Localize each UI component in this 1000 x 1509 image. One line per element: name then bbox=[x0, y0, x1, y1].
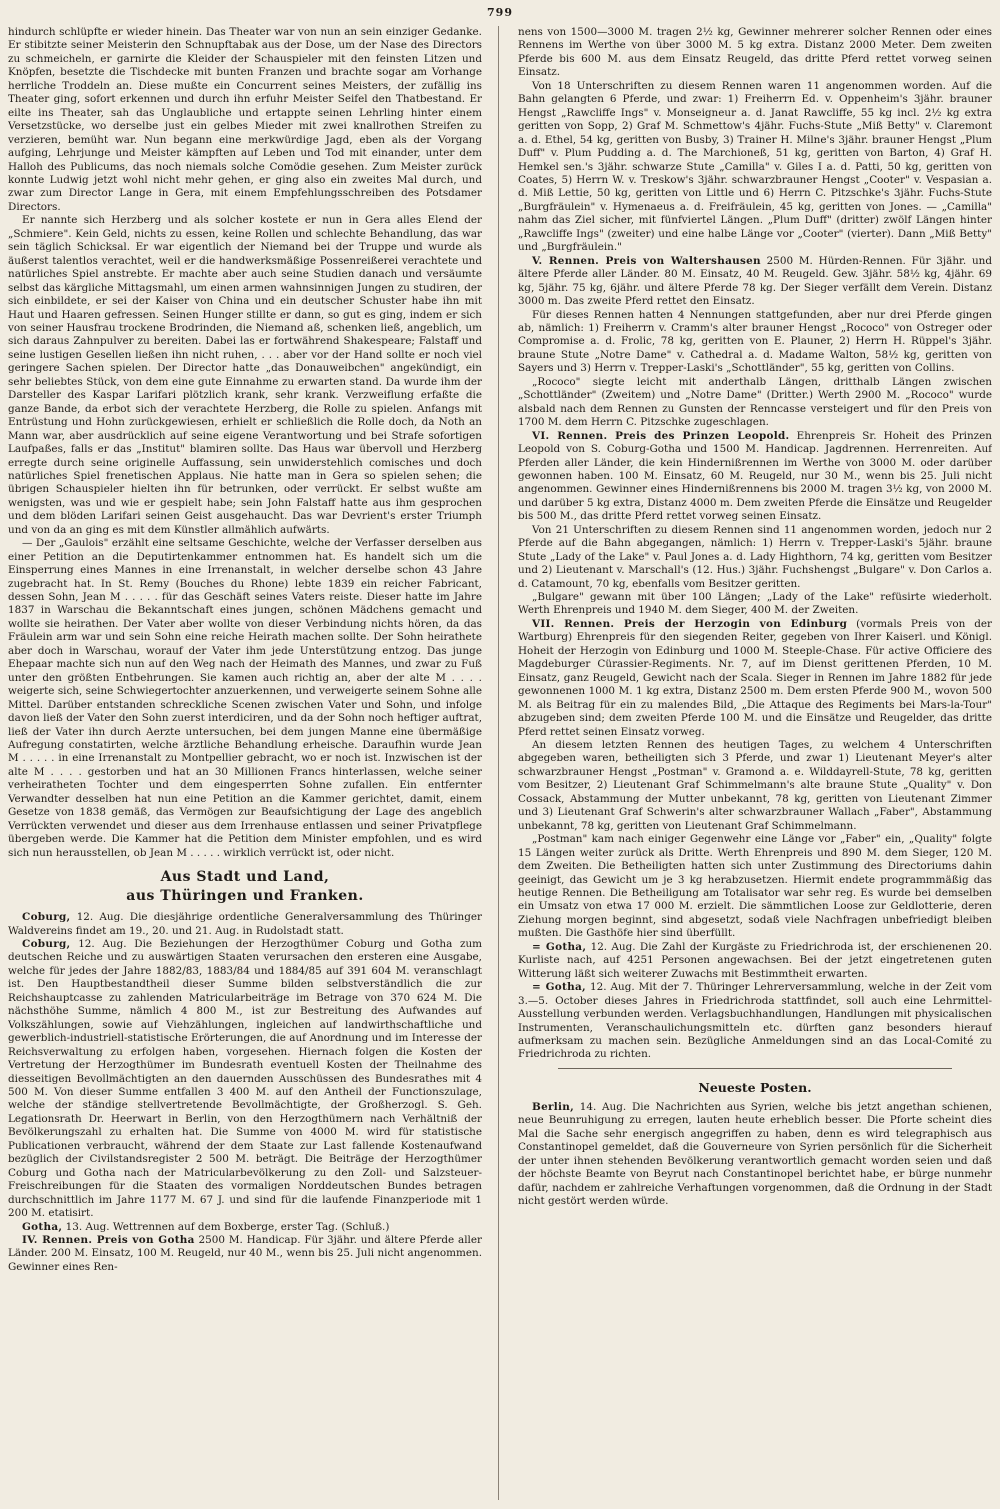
article-paragraph: hindurch schlüpfte er wieder hinein. Das Theater war von nun an sein einziger Gedanke. Er stibitzte seiner Meisterin den Schnupftabak aus der Dose, um der Nase des Directors zu schmeicheln, er garnirte die Kleider der Schauspieler mit den feinsten Litzen und Knöpfen, besetzte die Tischdecke mit bunten Franzen und brachte sogar am Vorhange herrliche Troddeln an. Diese mußte ein Concurrent seines Meisters, der zufällig ins Theater ging, sofort erkennen und durch ihn erfuhr Meister Seifel den Thatbestand. Er eilte ins Theater, sah das Unglaubliche und ertappte seinen Lehrling hinter einem Versetzstücke, wo derselbe just ein gelbes Mieder mit zwei knallrothen Streifen zu verzieren, bemüht war. Nun begann eine merkwürdige Jagd, eben als der Vorgang aufging, Lehrjunge und Meister kämpften auf Leben und Tod mit einander, unter dem Halloh des Publicums, das noch niemals solche Comödie gesehen. Zum Meister zurück konnte Ludwig jetzt wohl nicht mehr gehen, er ging also ein zweites Mal durch, und zwar zum Director Lange in Gera, mit einem Empfehlungsschreiben des Potsdamer Directors. bbox=[8, 26, 482, 213]
race-entry: VI. Rennen. Preis des Prinzen Leopold. Ehrenpreis Sr. Hoheit des Prinzen Leopold von S. Coburg-Gotha und 1500 M. Handicap. Jagdrennen. Herrenreiten. Auf Pferden aller Länder, die kein Hindernißrennen im Werthe von 3000 M. oder darüber gewonnen haben. 100 M. Einsatz, 60 M. Reugeld, nur 30 M., wenn bis 25. Juli nicht angenommen. Gewinner eines Hindernißrennens bis 2000 M. tragen 3½ kg, von 2000 M. und darüber 5 kg extra, Distanz 4000 m. Dem zweiten Pferde die Einsätze und Reugelder bis 500 M., das dritte Pferd rettet vorweg seinen Einsatz. bbox=[518, 429, 992, 523]
article-paragraph: „Rococo" siegte leicht mit anderthalb Längen, dritthalb Längen zwischen „Schottländer" (Zweitem) und „Notre Dame" (Dritter.) Werth 2900 M. „Rococo" wurde alsbald nach dem Rennen zu Gunsten der Renncasse versteigert und für den Preis von 1700 M. dem Herrn C. Pitzschke zugeschlagen. bbox=[518, 375, 992, 429]
article-paragraph: Von 18 Unterschriften zu diesem Rennen waren 11 angenommen worden. Auf die Bahn gelangten 6 Pferde, und zwar: 1) Freiherrn Ed. v. Oppenheim's 3jähr. brauner Hengst „Rawcliffe Ings" v. Monseigneur a. d. Janat Rawcliffe, 55 kg incl. 2½ kg extra geritten von Sopp, 2) Graf M. Schmettow's 4jähr. Fuchs-Stute „Miß Betty" v. Claremont a. d. Ethel, 54 kg, geritten von Busby, 3) Trainer H. Milne's 3jähr. brauner Hengst „Plum Duff" v. Plum Pudding a. d. The Marchioneß, 51 kg, geritten von Barton, 4) Graf H. Hemkel sen.'s 3jähr. schwarze Stute „Camilla" v. Giles I a. d. Patti, 50 kg, geritten von Coates, 5) Herrn W. v. Treskow's 3jähr. schwarzbrauner Hengst „Cooter" v. Vespasian a. d. Miß Lettie, 50 kg, geritten von Little und 6) Herrn C. Pitzschke's 3jähr. Fuchs-Stute „Burgfräulein" v. Hymenaeus a. d. Freifräulein, 45 kg, geritten von Jones. — „Camilla" nahm das Ziel sicher, mit fünfviertel Längen. „Plum Duff" (dritter) zwölf Längen hinter „Rawcliffe Ings" (zweiter) und eine halbe Länge vor „Cooter" (vierter). Dann „Miß Betty" und „Burgfräulein." bbox=[518, 79, 992, 254]
page-number: 799 bbox=[487, 6, 513, 19]
article-paragraph: „Bulgare" gewann mit über 100 Längen; „Lady of the Lake" refüsirte wiederholt. Werth Ehrenpreis und 1940 M. dem Sieger, 400 M. der Zweiten. bbox=[518, 591, 992, 617]
article-paragraph: An diesem letzten Rennen des heutigen Tages, zu welchem 4 Unterschriften abgegeben waren, betheiligten sich 3 Pferde, und zwar 1) Lieutenant Meyer's alter schwarzbrauner Hengst „Postman" v. Gramond a. e. Wilddayrell-Stute, 78 kg, geritten vom Besitzer, 2) Lieutenant Graf Schimmelmann's alte braune Stute „Quality" v. Don Cossack, Abstammung der Mutter unbekannt, 78 kg, geritten von Lieutenant Zimmer und 3) Lieutenant Graf Schwerin's alter schwarzbrauner Wallach „Faber", Abstammung unbekannt, 78 kg, geritten von Lieutenant Graf Schimmelmann. bbox=[518, 739, 992, 832]
section-divider bbox=[558, 1068, 952, 1069]
left-column bbox=[8, 26, 482, 1500]
news-item: = Gotha, 12. Aug. Mit der 7. Thüringer Lehrerversammlung, welche in der Zeit vom 3.—5. October dieses Jahres in Friedrichroda stattfindet, soll auch eine Lehrmittel-Ausstellung verbunden werden. Verlagsbuchhandlungen, Handlungen mit physicalischen Instrumenten, Veranschaulichungsmitteln etc. dürften ganz besonders hierauf aufmerksam zu machen sein. Bezügliche Anmeldungen sind an das Local-Comité zu Friedrichroda zu richten. bbox=[518, 981, 992, 1061]
article-paragraph: Er nannte sich Herzberg und als solcher kostete er nun in Gera alles Elend der „Schmiere". Kein Geld, nichts zu essen, keine Rollen und schlechte Behandlung, das war sein täglich Schicksal. Er war eigentlich der Niemand bei der Truppe und wurde als äußerst talentlos verachtet, weil er die handwerksmäßige Possenreißerei verachtete und natürliches Spiel anstrebte. Er machte aber auch seine Studien danach und versäumte selbst das kärgliche Mittagsmahl, um einen armen wahnsinnigen Jungen zu studiren, der sich einbildete, er sei der Kaiser von China und ein deutscher Schuster habe ihn mit Haut und Haaren gefressen. Seinen Hunger stillte er dann, so gut es ging, indem er sich von seiner Hausfrau trockene Brodrinden, die Niemand aß, schenken ließ, angeblich, um sich daraus Zahnpulver zu bereiten. Dabei las er fortwährend Shakespeare; Falstaff und seine lustigen Gesellen ließen ihn nicht ruhen, . . . aber vor der Hand sollte er noch viel geringere Sachen spielen. Der Director hatte „das Donauweibchen" angekündigt, ein sehr beliebtes Stück, von dem eine gute Einnahme zu erwarten stand. Da wurde ihm der Darsteller des Kaspar Larifari plötzlich krank, sehr krank. Verzweiflung erfaßte die ganze Bande, da erbot sich der verachtete Herzberg, die Rolle zu spielen. Anfangs mit Entrüstung und Hohn zurückgewiesen, erhielt er schließlich die Rolle doch, da Noth an Mann war, aber ausdrücklich auf seine eigene Verantwortung und bei Strafe sofortigen Laufpaßes, falls er das „Institut" blamiren sollte. Das Haus war übervoll und Herzberg erregte durch seine originelle Auffassung, sein unwiderstehlich comisches und doch natürliches Spiel frenetischen Applaus. Nie hatte man in Gera so spielen sehen; die übrigen Schauspieler hielten ihn für betrunken, oder verrückt. Er selbst wußte am wenigsten, was und wie er gespielt habe; sein John Falstaff hatte aus ihm gesprochen und dem blöden Larifari seinen Geist ausgehaucht. Das war Devrient's erster Triumph und von da an ging es mit dem Künstler allmählich aufwärts. bbox=[8, 214, 482, 536]
section-heading: Neueste Posten. bbox=[698, 1079, 812, 1095]
article-paragraph: nens von 1500—3000 M. tragen 2½ kg, Gewinner mehrerer solcher Rennen oder eines Rennens im Werthe von über 3000 M. 5 kg extra. Distanz 2000 Meter. Dem zweiten Pferde bis 600 M. aus dem Einsatz Reugeld, das dritte Pferd rettet vorweg seinen Einsatz. bbox=[518, 26, 992, 79]
race-entry: IV. Rennen. Preis von Gotha 2500 M. Handicap. Für 3jähr. und ältere Pferde aller Länder. 200 M. Einsatz, 100 M. Reugeld, nur 40 M., wenn bis 25. Juli nicht angenommen. Gewinner eines Ren- bbox=[8, 1233, 482, 1273]
race-entry: V. Rennen. Preis von Waltershausen 2500 M. Hürden-Rennen. Für 3jähr. und ältere Pferde aller Länder. 80 M. Einsatz, 40 M. Reugeld. Gew. 3jähr. 58½ kg, 4jähr. 69 kg, 5jähr. 75 kg, 6jähr. und ältere Pferde 78 kg. Der Sieger verfällt dem Verein. Distanz 3000 m. Das zweite Pferd rettet den Einsatz. bbox=[518, 254, 992, 308]
article-paragraph: Von 21 Unterschriften zu diesem Rennen sind 11 angenommen worden, jedoch nur 2 Pferde auf die Bahn abgegangen, nämlich: 1) Herrn v. Trepper-Laski's 5jähr. braune Stute „Lady of the Lake" v. Paul Jones a. d. Lady Highthorn, 74 kg, geritten vom Besitzer und 2) Lieutenant v. Marschall's (12. Hus.) 3jähr. Fuchshengst „Bulgare" v. Don Carlos a. d. Catamount, 70 kg, ebenfalls vom Besitzer geritten. bbox=[518, 523, 992, 590]
news-item: = Gotha, 12. Aug. Die Zahl der Kurgäste zu Friedrichroda ist, der erschienenen 20. Kurliste nach, auf 4251 Personen angewachsen. Bei der jetzt eingetretenen guten Witterung läßt sich weiterer Zuwachs mit Bestimmtheit erwarten. bbox=[518, 940, 992, 980]
news-item: Gotha, 13. Aug. Wettrennen auf dem Boxberge, erster Tag. (Schluß.) bbox=[22, 1220, 390, 1233]
article-paragraph: „Postman" kam nach einiger Gegenwehr eine Länge vor „Faber" ein, „Quality" folgte 15 Längen weiter zurück als Dritte. Werth Ehrenpreis und 890 M. dem Sieger, 120 M. dem Zweiten. Die Betheiligten hatten sich unter Zustimmung des Directoriums dahin geeinigt, das Gewicht um je 3 kg herabzusetzen. Hiermit endete programmmäßig das heutige Rennen. Die Betheiligung am Totalisator war sehr reg. Es wurde bei demselben ein Umsatz von etwa 17 000 M. erzielt. Die sämmtlichen Loose zur Geldlotterie, deren Ziehung morgen beginnt, sind abgesetzt, sodaß viele Nachfragen unbefriedigt bleiben mußten. Die Gasthöfe hier sind überfüllt. bbox=[518, 833, 992, 940]
section-heading: Aus Stadt und Land, bbox=[160, 869, 330, 886]
dateline: = Gotha, bbox=[532, 981, 586, 994]
dateline: Gotha, bbox=[22, 1220, 63, 1233]
dateline: Berlin, bbox=[532, 1100, 575, 1113]
news-item: Berlin, 14. Aug. Die Nachrichten aus Syrien, welche bis jetzt angethan schienen, neue Beunruhigung zu erregen, lauten heute erheblich besser. Die Pforte scheint dies Mal die Sache sehr energisch angegriffen zu haben, denn es wird telegraphisch aus Constantinopel gemeldet, daß die Gouverneure von Syrien persönlich für die Sicherheit der unter ihnen stehenden Bevölkerung verantwortlich gemacht worden seien und daß der höchste Beamte von Beyrut nach Constantinopel berichtet habe, er bürge nunmehr dafür, nachdem er zahlreiche Verhaftungen vorgenommen, daß die Ordnung in der Stadt nicht gestört werden würde. bbox=[518, 1100, 992, 1208]
column-divider bbox=[498, 26, 499, 1500]
race-entry: VII. Rennen. Preis der Herzogin von Edinburg (vormals Preis von der Wartburg) Ehrenpreis für den siegenden Reiter, gegeben von Ihrer Kaiserl. und Königl. Hoheit der Herzogin von Edinburg und 1000 M. Steeple-Chase. Für active Officiere des Magdeburger Cürassier-Regiments. Nr. 7, auf im Dienst gerittenen Pferden, 10 M. Einsatz, ganz Reugeld, Gewicht nach der Scala. Sieger in Rennen im Jahre 1882 für jede gewonnenen 1000 M. 1 kg extra, Distanz 2500 m. Dem ersten Pferde 900 M., wovon 500 M. als Beitrag für ein zu malendes Bild, „Die Attaque des Regiments bei Mars-la-Tour" abzugeben sind; dem zweiten Pferde 100 M. und die Einsätze und Reugelder, das dritte Pferd rettet seinen Einsatz vorweg. bbox=[518, 617, 992, 738]
right-column bbox=[518, 26, 992, 1500]
race-title: VII. Rennen. Preis der Herzogin von Edinburg bbox=[532, 617, 848, 630]
news-item: Coburg, 12. Aug. Die Beziehungen der Herzogthümer Coburg und Gotha zum deutschen Reiche und zu auswärtigen Staaten verursachen den ersteren eine Ausgabe, welche für jedes der Jahre 1882/83, 1883/84 und 1884/85 auf 391 604 M. veranschlagt ist. Den Hauptbestandtheil dieser Summe bilden selbstverständlich die zur Reichshauptcasse zu zahlenden Matricularbeiträge im Betrage von 370 624 M. Die nächsthöhe Summe, nämlich 4 800 M., ist zur Bestreitung des Aufwandes auf Volkszählungen, sowie auf Viehzählungen, ingleichen auf landwirthschaftliche und gewerblich-industriell-statistische Erörterungen, die auf Anordnung und im Interesse der Reichsverwaltung zu erfolgen haben, vorgesehen. Hiernach folgen die Kosten der Vertretung der Herzogthümer im Bundesrath eventuell Kosten der Theilnahme des diesseitigen Bevollmächtigten an den dauernden Ausschüssen des Bundesrathes mit 4 500 M. Von dieser Summe entfallen 3 400 M. auf den Antheil der Functionszulage, welche der ständige stellvertretende Bevollmächtigte, der Großherzogl. S. Geh. Legationsrath Dr. Heerwart in Berlin, von den Herzogthümern nach Verhältniß der Bevölkerungszahl zu erhalten hat. Die Summe von 4000 M. wird für statistische Publicationen verbraucht, während der dem Staate zur Last fallende Kostenaufwand bezüglich der Civilstandsregister 2 500 M. beträgt. Die Beiträge der Herzogthümer Coburg und Gotha nach der Matricularbevölkerung zu den Zoll- und Salzsteuer-Freischreibungen für die Staaten des vormaligen Norddeutschen Bundes betragen durchschnittlich im Jahre 1177 M. 67 J. und sind für die laufende Finanzperiode mit 1 200 M. etatisirt. bbox=[8, 938, 482, 1220]
article-paragraph: Für dieses Rennen hatten 4 Nennungen stattgefunden, aber nur drei Pferde gingen ab, nämlich: 1) Freiherrn v. Cramm's alter brauner Hengst „Rococo" von Ostreger oder Compromise a. d. Frolic, 78 kg, geritten von E. Plauner, 2) Herrn H. Rüppel's 3jähr. braune Stute „Notre Dame" v. Cathedral a. d. Madame Walton, 58½ kg, geritten von Sayers und 3) Herrn v. Trepper-Laski's „Schottländer", 55 kg, geritten von Collins. bbox=[518, 308, 992, 375]
race-title: V. Rennen. Preis von Waltershausen bbox=[532, 254, 761, 267]
race-title: IV. Rennen. Preis von Gotha bbox=[22, 1233, 195, 1246]
section-subheading: aus Thüringen und Franken. bbox=[126, 888, 364, 905]
article-paragraph: — Der „Gaulois" erzählt eine seltsame Geschichte, welche der Verfasser derselben aus einer Petition an die Deputirtenkammer entnommen hat. Es handelt sich um die Einsperrung eines Mannes in eine Irrenanstalt, in welcher derselbe schon 43 Jahre zugebracht hat. In St. Remy (Bouches du Rhone) lebte 1839 ein reicher Fabricant, dessen Sohn, Jean M . . . . . für das Geschäft seines Vaters reiste. Dieser hatte im Jahre 1837 in Warschau die Bekanntschaft eines jungen, schönen Mädchens gemacht und wollte sie heirathen. Der Vater aber wollte von dieser Verbindung nichts hören, da das Fräulein arm war und sein Sohn eine reiche Heirath machen sollte. Der Sohn heirathete aber doch in Warschau, worauf der Vater ihm jede Unterstützung entzog. Das junge Ehepaar machte sich nun auf den Weg nach der Heimath des Mannes, und zwar zu Fuß unter den größten Entbehrungen. Sie kamen auch richtig an, aber der alte M . . . . weigerte sich, seine Schwiegertochter anzuerkennen, und verweigerte seinem Sohne alle Mittel. Darüber entstanden schreckliche Scenen zwischen Vater und Sohn, und infolge davon ließ der Vater den Sohn zuerst interdiciren, und da der Sohn noch heftiger auftrat, ließ der Vater ihn durch Aerzte untersuchen, bei dem jungen Manne eine übermäßige Aufregung constatirten, welche ärztliche Behandlung erheische. Daraufhin wurde Jean M . . . . . in eine Irrenanstalt zu Montpellier gebracht, wo er noch ist. Inzwischen ist der alte M . . . . gestorben und hat an 30 Millionen Francs hinterlassen, welche seiner verheiratheten Tochter und dem eingesperrten Sohne zufallen. Ein entfernter Verwandter desselben hat nun eine Petition an die Kammer gerichtet, damit, einem Gesetze von 1838 gemäß, das Vermögen zur Beaufsichtigung der Lage des angeblich Verrückten verwendet und dieser aus dem Irrenhause entlassen und seiner Privatpflege übergeben werde. Die Kammer hat die Petition dem Minister empfohlen, und es wird sich nun herausstellen, ob Jean M . . . . . wirklich verrückt ist, oder nicht. bbox=[8, 537, 482, 859]
news-item: Coburg, 12. Aug. Die diesjährige ordentliche Generalversammlung des Thüringer Waldvereins findet am 19., 20. und 21. Aug. in Rudolstadt statt. bbox=[8, 911, 482, 937]
race-title: VI. Rennen. Preis des Prinzen Leopold. bbox=[532, 429, 790, 442]
dateline: = Gotha, bbox=[532, 940, 587, 953]
dateline: Coburg, bbox=[22, 938, 71, 950]
dateline: Coburg, bbox=[22, 911, 71, 924]
